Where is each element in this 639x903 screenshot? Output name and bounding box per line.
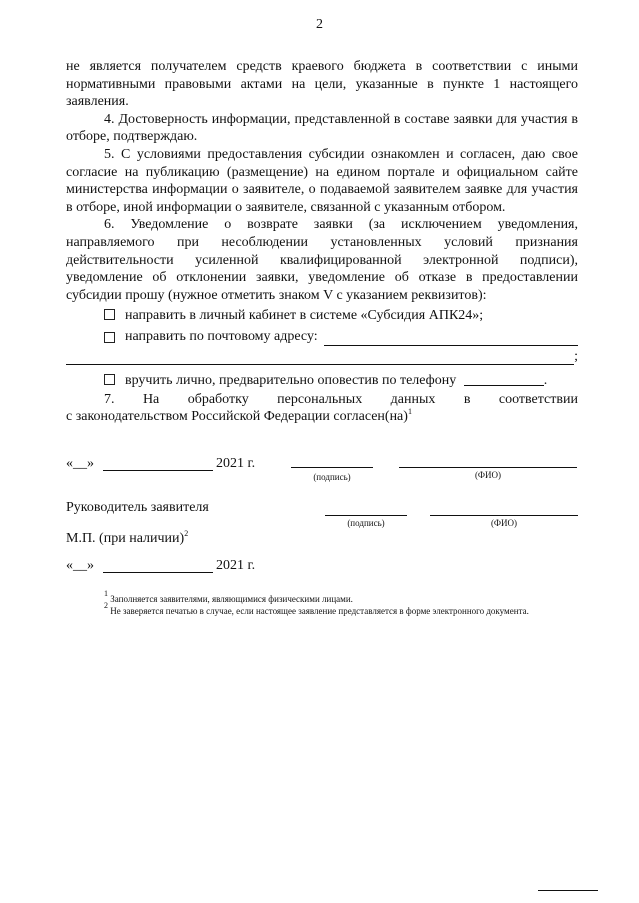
para-7-line-2-text: с законодательством Российской Федерации согласен(на) (66, 409, 408, 425)
footnote-ref-1: 1 (407, 407, 412, 417)
option-cabinet-label: направить в личный кабинет в системе «Субсидия АПК24»; (125, 308, 484, 324)
date-year-2: 2021 г. (216, 558, 256, 573)
fio-line-2[interactable] (430, 515, 578, 516)
signature-caption-2: (подпись) (347, 518, 385, 528)
footnote-2 (66, 601, 578, 617)
page-number: 2 (316, 17, 323, 32)
postal-address-field-2[interactable] (66, 350, 574, 365)
para-7-line-1: 7. На обработку персональных данных в соответствии (104, 391, 578, 407)
date-day-2: «__» (66, 558, 94, 573)
page-end-line (538, 890, 598, 891)
option-post[interactable] (66, 328, 578, 346)
date-year-1: 2021 г. (216, 456, 256, 471)
para-5: 5. С условиями предоставления субсидии ознакомлен и согласен, даю свое согласие на публикацию (размещение) на едином портале и официальном сайте министерства информации о заявителе, о подаваемой заявителем заявке для участия в отборе, иной информации о заявителе, связанной с указанным отбором. (66, 146, 578, 215)
date-day-1: «__» (66, 456, 94, 471)
stamp-label: М.П. (при наличии) (66, 531, 185, 546)
option-personal-label: вручить лично, предварительно оповестив по телефону (125, 373, 457, 389)
checkbox-post[interactable] (104, 332, 115, 343)
fio-caption-1: (ФИО) (474, 470, 502, 480)
checkbox-personal[interactable] (104, 374, 115, 385)
signature-caption-1: (подпись) (313, 472, 351, 482)
head-label: Руководитель заявителя (66, 500, 209, 515)
signature-line-2[interactable] (325, 515, 407, 516)
footnote-2-text: Не заверяется печатью в случае, если настоящее заявление представляется в форме электронного документа. (110, 606, 529, 616)
postal-address-line-2[interactable] (66, 348, 578, 366)
signature-line-1[interactable] (291, 467, 373, 468)
period: . (543, 373, 548, 389)
footnote-2-marker: 2 (104, 601, 108, 610)
option-cabinet[interactable] (66, 307, 578, 325)
checkbox-cabinet[interactable] (104, 309, 115, 320)
footnote-1 (66, 589, 578, 605)
footnote-1-marker: 1 (104, 589, 108, 598)
option-personal[interactable] (66, 371, 578, 390)
footnote-ref-2: 2 (184, 529, 189, 538)
footnote-1-text: Заполняется заявителями, являющимися физическими лицами. (110, 594, 353, 604)
semicolon: ; (574, 348, 578, 364)
para-3-tail: не является получателем средств краевого бюджета в соответствии с иными нормативными правовыми актами на цели, указанные в пункте 1 настоящего заявления. (66, 59, 578, 110)
para-6: 6. Уведомление о возврате заявки (за исключением уведомления, направляемого при несоблюдении установленных условий признания действительности усиленной квалифицированной электронной подписи), уведомление об отклонении заявки, уведомление об отказе в предоставлении субсидии прошу (нужное отметить знаком V с указанием реквизитов): (66, 217, 578, 303)
option-post-label: направить по почтовому адресу: (125, 328, 318, 344)
stamp-label-wrap (66, 531, 188, 547)
fio-caption-2: (ФИО) (490, 518, 518, 528)
postal-address-field[interactable] (324, 331, 578, 346)
date-month-field-1[interactable] (103, 470, 213, 471)
date-month-field-2[interactable] (103, 572, 213, 573)
para-4: 4. Достоверность информации, представленной в составе заявки для участия в отборе, подтверждаю. (66, 111, 578, 145)
fio-line-1[interactable] (399, 467, 577, 468)
document-body (66, 58, 578, 426)
phone-field[interactable] (464, 371, 544, 386)
para-7-line-2 (66, 408, 578, 426)
